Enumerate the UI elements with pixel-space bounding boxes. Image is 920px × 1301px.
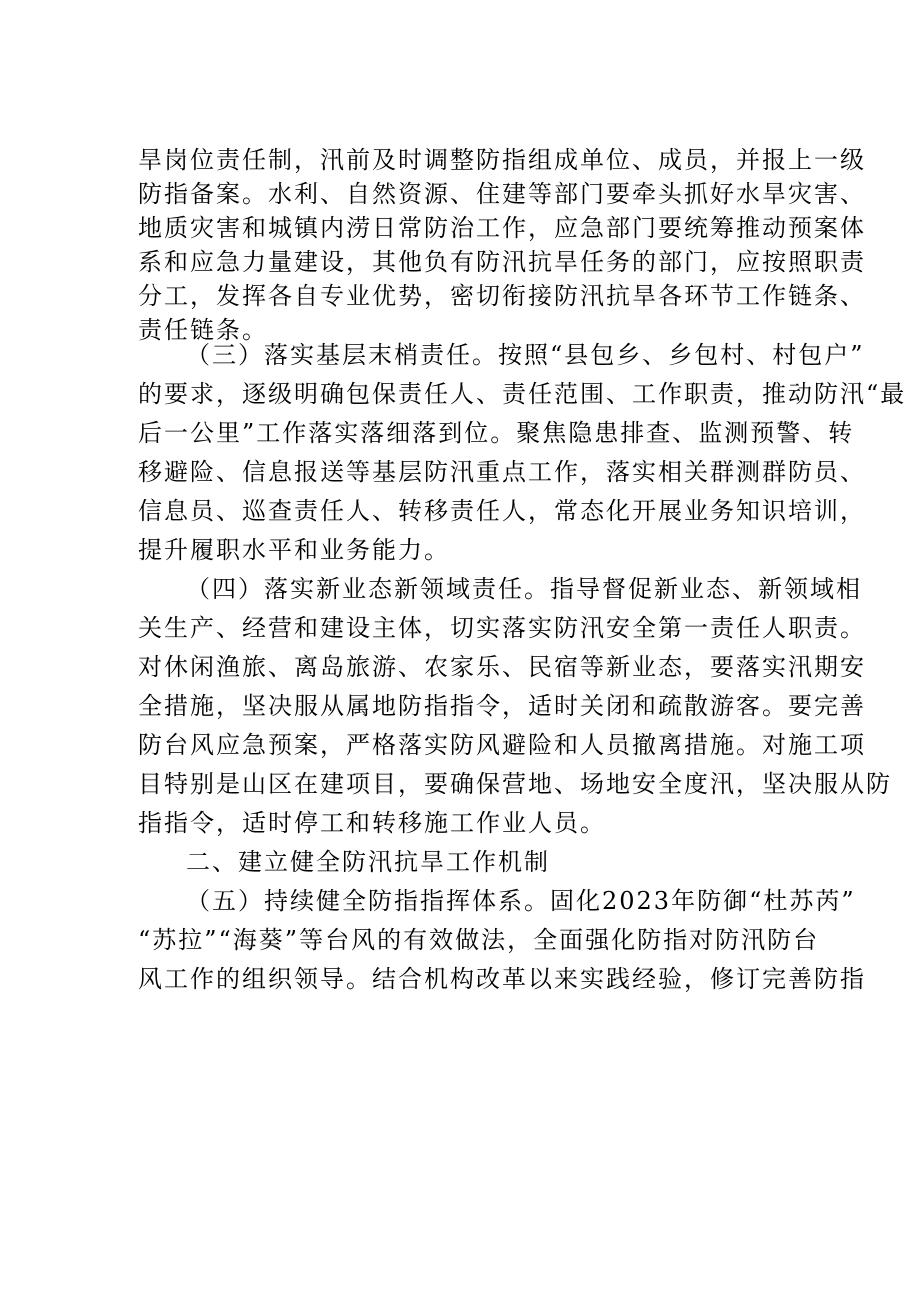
- text-line: 目特别是山区在建项目，要确保营地、场地安全度汛，坚决服从防: [138, 770, 892, 798]
- text-line: 信息员、巡查责任人、转移责任人，常态化开展业务知识培训，: [138, 497, 866, 525]
- text-line: 的要求，逐级明确包保责任人、责任范围、工作职责，推动防汛“最: [138, 380, 907, 408]
- text-line: 风工作的组织领导。结合机构改革以来实践经验，修订完善防指: [138, 965, 866, 993]
- text-line: 指指令，适时停工和转移施工作业人员。: [138, 809, 606, 837]
- text-line: 对休闲渔旅、离岛旅游、农家乐、民宿等新业态，要落实汛期安: [138, 653, 866, 681]
- text-line: 系和应急力量建设，其他负有防汛抗旱任务的部门，应按照职责: [138, 248, 866, 276]
- text-line: 关生产、经营和建设主体，切实落实防汛安全第一责任人职责。: [138, 614, 866, 642]
- text-line: 全措施，坚决服从属地防指指令，适时关闭和疏散游客。要完善: [138, 692, 866, 720]
- text-line: （五）持续健全防指指挥体系。固化2023年防御“杜苏芮”: [186, 887, 856, 915]
- text-line: 后一公里”工作落实落细落到位。聚焦隐患排查、监测预警、转: [138, 419, 855, 447]
- paragraph-grassroots-responsibility: [138, 336, 907, 570]
- text-line: 移避险、信息报送等基层防汛重点工作，落实相关群测群防员、: [138, 458, 866, 486]
- text-line: 防台风应急预案，严格落实防风避险和人员撤离措施。对施工项: [138, 731, 866, 759]
- paragraph-new-business-responsibility: [138, 570, 892, 843]
- text-line: 旱岗位责任制，汛前及时调整防指组成单位、成员，并报上一级: [138, 146, 866, 174]
- text-line: “苏拉”“海葵”等台风的有效做法，全面强化防指对防汛防台: [138, 926, 820, 954]
- text-line: 二、建立健全防汛抗旱工作机制: [186, 848, 550, 876]
- document-body: [138, 336, 907, 999]
- text-line: 分工，发挥各自专业优势，密切衔接防汛抗旱各环节工作链条、: [138, 282, 866, 310]
- paragraph-responsibility-system: [138, 143, 866, 347]
- text-line: 地质灾害和城镇内涝日常防治工作，应急部门要统筹推动预案体: [138, 214, 866, 242]
- text-line: 提升履职水平和业务能力。: [138, 536, 450, 564]
- text-line: （四）落实新业态新领域责任。指导督促新业态、新领域相: [186, 575, 862, 603]
- text-line: 责任链条。: [138, 316, 268, 344]
- text-line: 防指备案。水利、自然资源、住建等部门要牵头抓好水旱灾害、: [138, 180, 866, 208]
- paragraph-command-system: [138, 882, 866, 999]
- section-heading: [138, 843, 794, 882]
- text-line: （三）落实基层末梢责任。按照“县包乡、乡包村、村包户”: [186, 341, 865, 369]
